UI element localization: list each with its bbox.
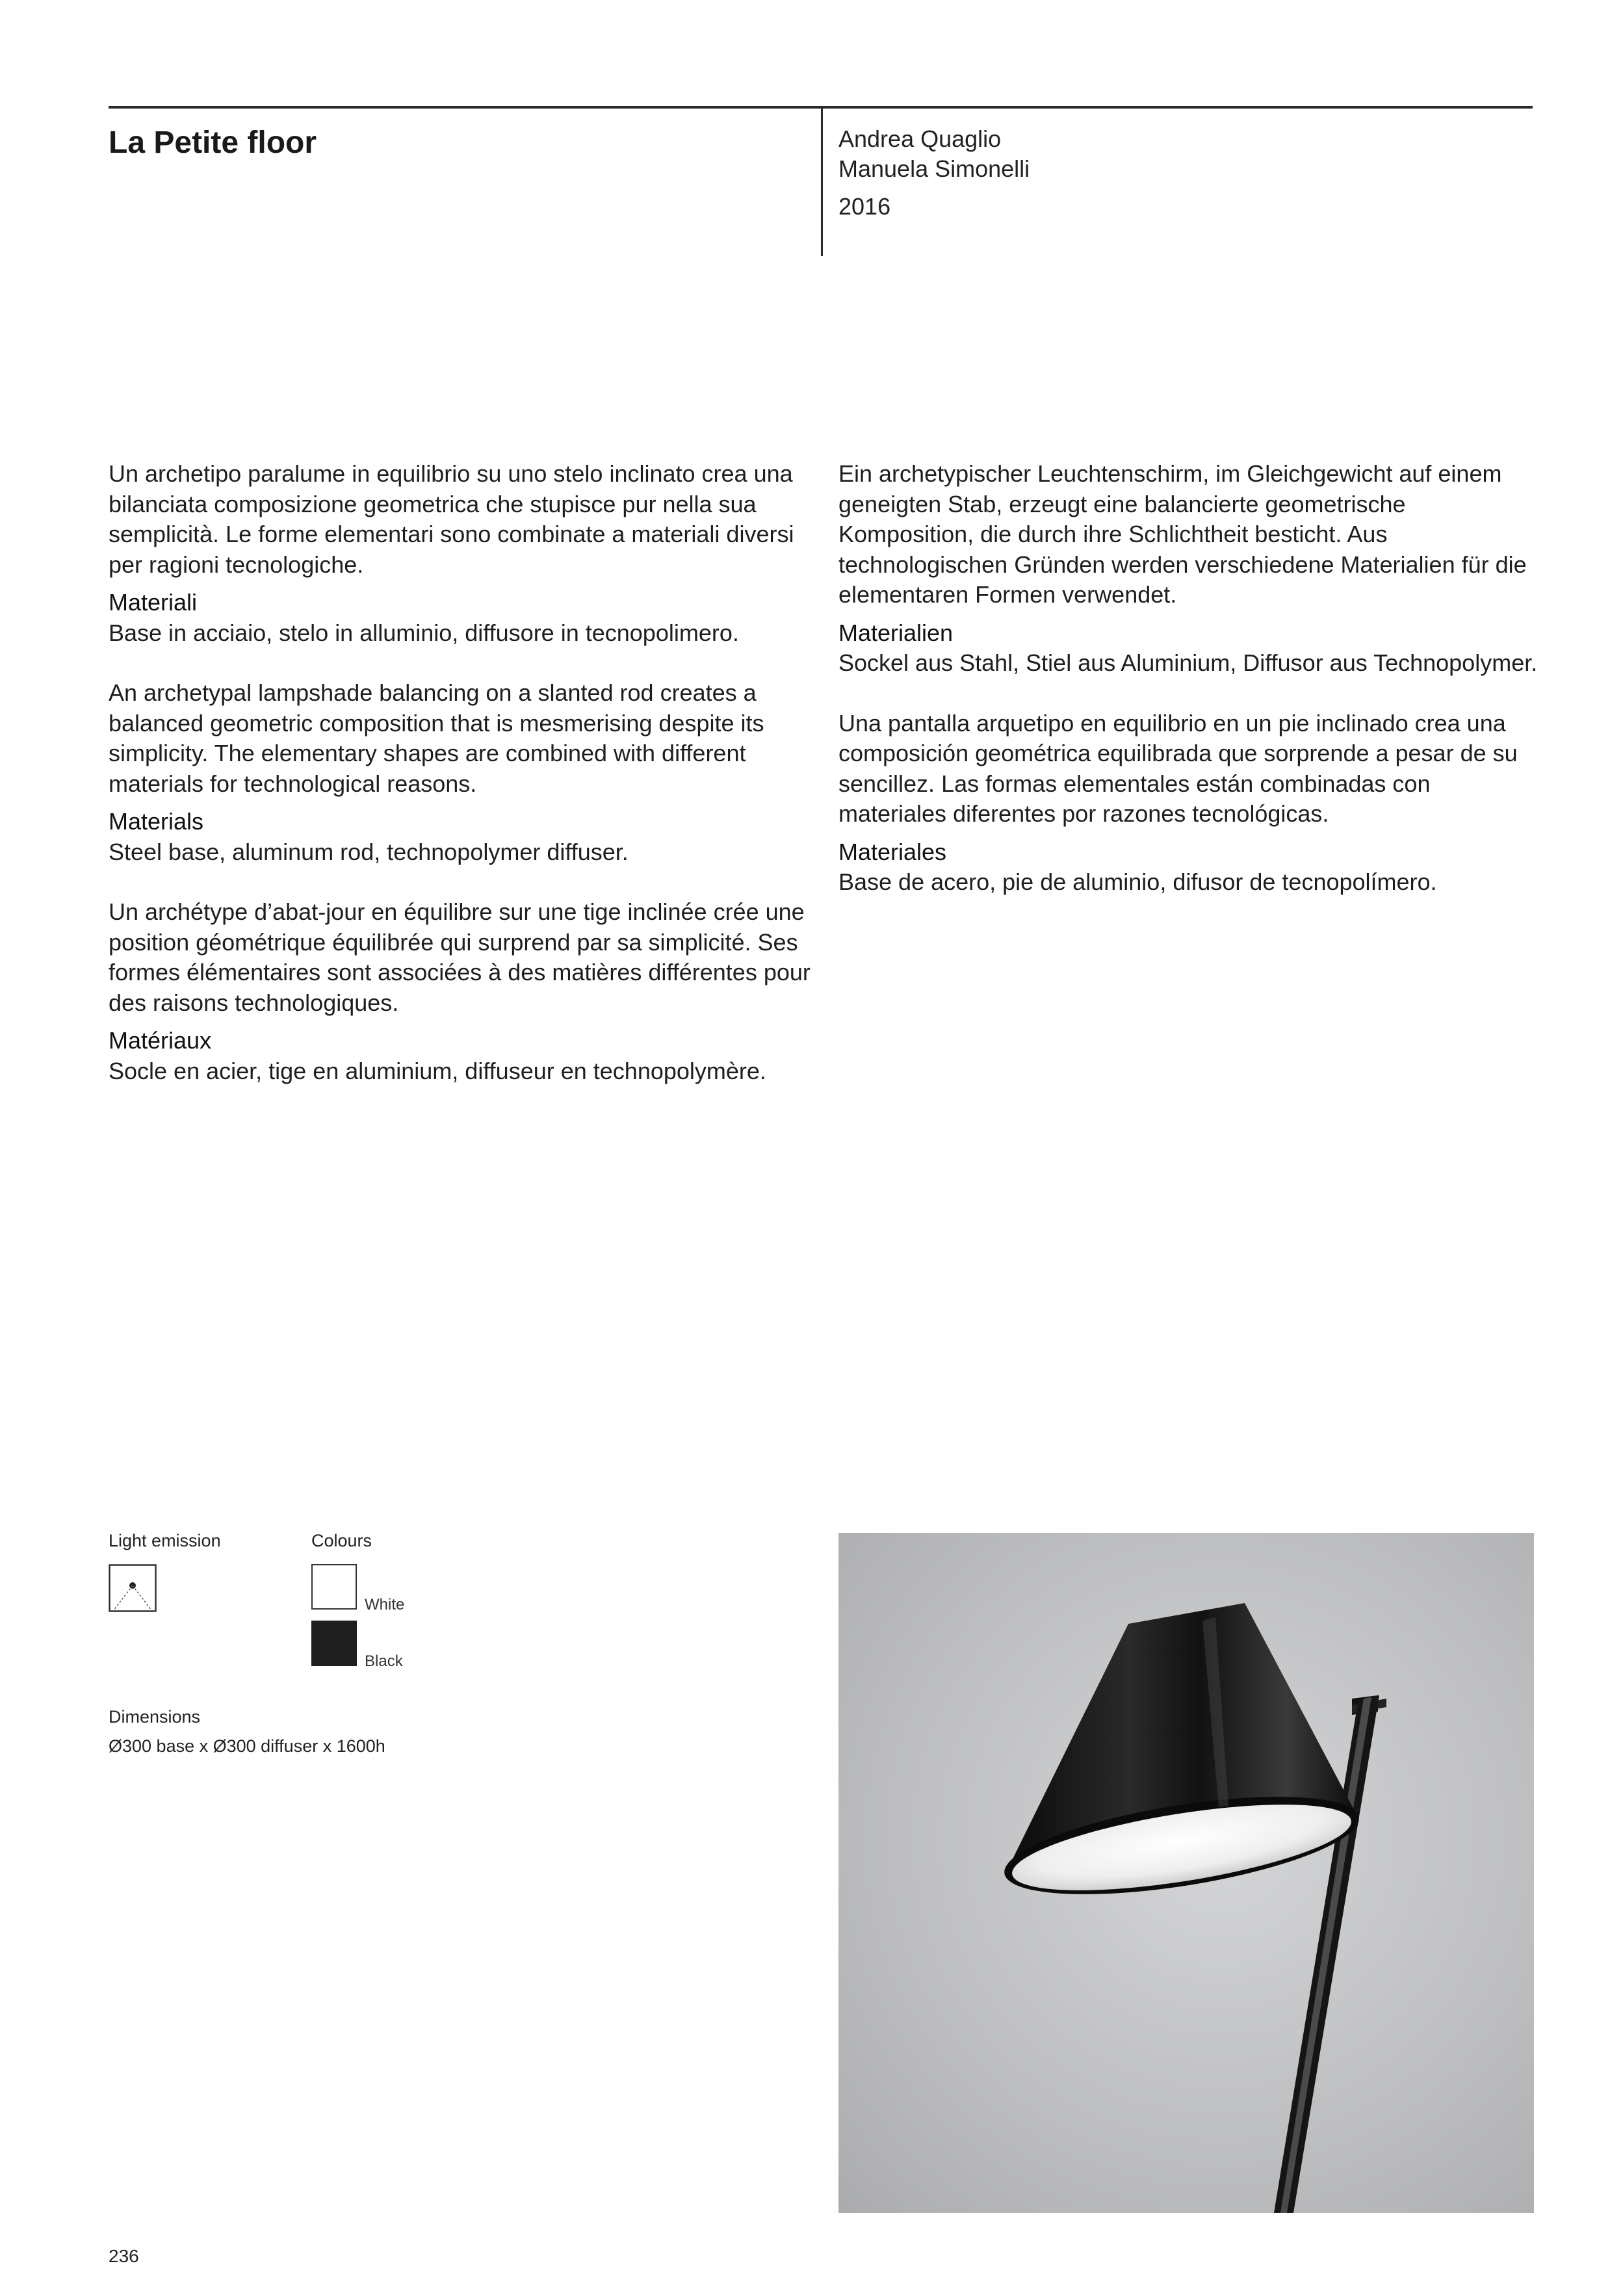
description-french: Un archétype d’abat-jour en équilibre sur une tige inclinée crée une position géométrique équilibrée qui surprend par sa simplicité. Ses formes élémentaires sont associées à des matières différentes pour des raisons technologiques. — [109, 898, 811, 1016]
materials-heading-italian: Materiali — [109, 589, 198, 616]
dimensions-value: Ø300 base x Ø300 diffuser x 1600h — [109, 1736, 385, 1756]
materials-text-spanish: Base de acero, pie de aluminio, difusor de tecnopolímero. — [838, 868, 1437, 895]
colour-name-black: Black — [365, 1652, 403, 1670]
materials-heading-spanish: Materiales — [838, 838, 947, 865]
product-title: La Petite floor — [109, 125, 317, 160]
materials-text-german: Sockel aus Stahl, Stiel aus Aluminium, Diffusor aus Technopolymer. — [838, 649, 1538, 676]
product-photo — [838, 1533, 1534, 2213]
designer-name: Andrea Quaglio — [838, 125, 1002, 152]
light-emission-label: Light emission — [109, 1531, 221, 1550]
description-italian: Un archetipo paralume in equilibrio su uno stelo inclinato crea una bilanciata composizione geometrica che stupisce pur nella sua semplicità. Le forme elementari sono combinate a materiali diversi per ragioni tecnologiche. — [109, 460, 794, 578]
designer-name: Manuela Simonelli — [838, 155, 1030, 182]
page-number: 236 — [109, 2246, 139, 2266]
materials-text-italian: Base in acciaio, stelo in alluminio, diffusore in tecnopolimero. — [109, 619, 739, 646]
design-year: 2016 — [838, 193, 891, 220]
dimensions-label: Dimensions — [109, 1707, 201, 1727]
description-spanish: Una pantalla arquetipo en equilibrio en un pie inclinado crea una composición geométrica equilibrada que sorprende a pesar de su sencillez. Las formas elementales están combinadas con materiales diferentes por razones tecnológicas. — [838, 709, 1518, 827]
materials-text-french: Socle en acier, tige en aluminium, diffuseur en technopolymère. — [109, 1057, 766, 1084]
materials-heading-english: Materials — [109, 808, 204, 835]
description-english: An archetypal lampshade balancing on a slanted rod creates a balanced geometric composition that is mesmerising despite its simplicity. The elementary shapes are combined with different materials for technological reasons. — [109, 679, 764, 797]
materials-text-english: Steel base, aluminum rod, technopolymer diffuser. — [109, 838, 629, 865]
description-column-left — [109, 459, 811, 1086]
colour-name-white: White — [365, 1596, 405, 1613]
materials-heading-german: Materialien — [838, 619, 954, 646]
description-german: Ein archetypischer Leuchtenschirm, im Gleichgewicht auf einem geneigten Stab, erzeugt eine balancierte geometrische Komposition, die durch ihre Schlichtheit besticht. Aus technologischen Gründen werden verschiedene Materialien für die elementaren Formen verwendet. — [838, 460, 1527, 608]
colours-label: Colours — [311, 1531, 372, 1550]
colour-swatch-black — [311, 1621, 357, 1666]
light-emission-icon — [109, 1564, 157, 1612]
colour-swatch-white — [311, 1564, 357, 1610]
materials-heading-french: Matériaux — [109, 1027, 212, 1054]
header-divider — [821, 106, 823, 256]
designer-block — [838, 124, 1030, 221]
description-column-right — [838, 459, 1540, 898]
